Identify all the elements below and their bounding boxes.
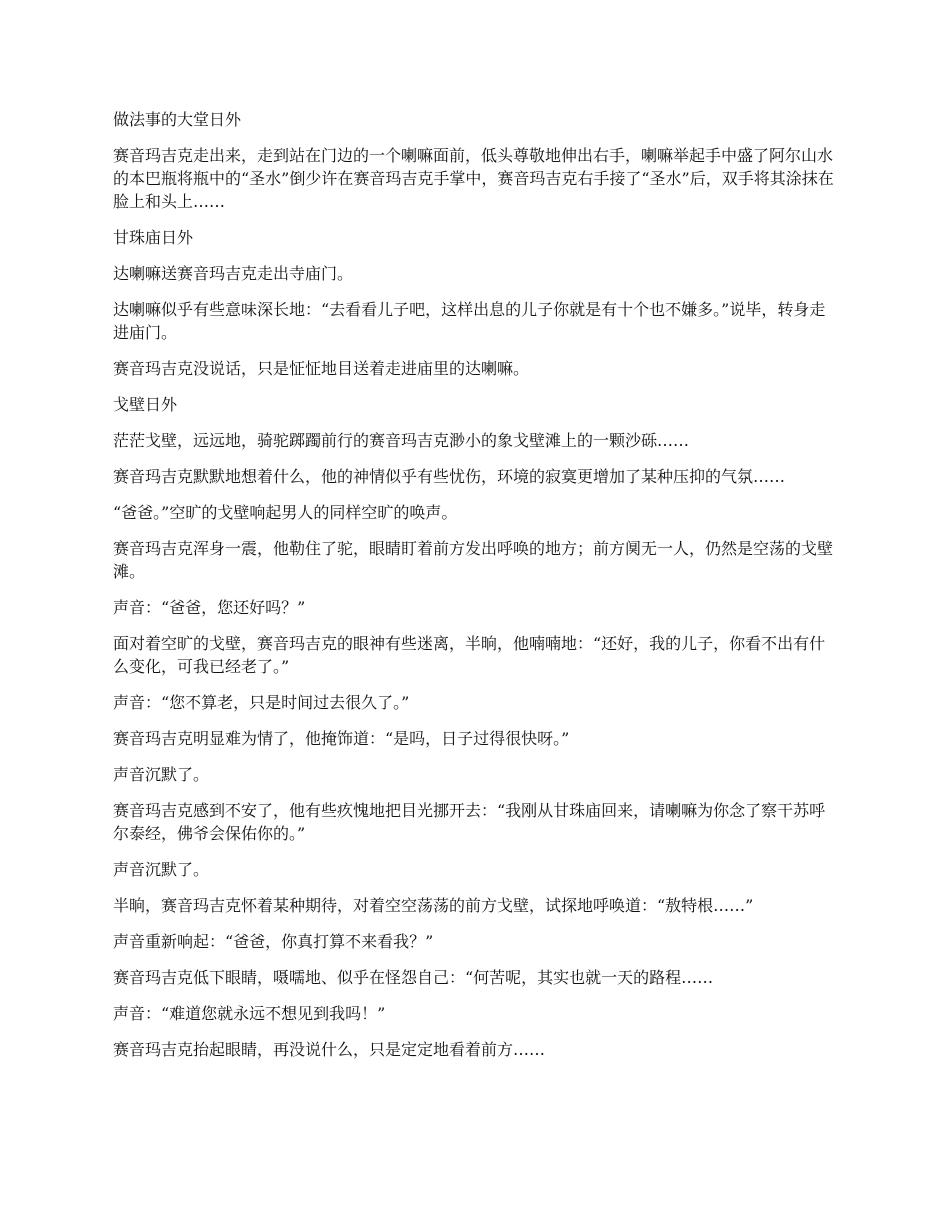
paragraph: 声音：“您不算老，只是时间过去很久了。”	[113, 693, 410, 712]
paragraph: 茫茫戈壁，远远地，骑驼踯躅前行的赛音玛吉克渺小的象戈壁滩上的一颗沙砾……	[113, 431, 690, 450]
paragraph: 声音：“难道您就永远不想见到我吗！”	[113, 1004, 386, 1023]
scene-heading: 甘珠庙日外	[113, 228, 194, 247]
paragraph: 赛音玛吉克低下眼睛，嗫嚅地、似乎在怪怨自己：“何苦呢，其实也就一天的路程……	[113, 968, 714, 987]
paragraph: 赛音玛吉克没说话，只是怔怔地目送着走进庙里的达喇嘛。	[113, 359, 530, 378]
paragraph: 声音沉默了。	[113, 765, 210, 784]
scene-heading: 戈壁日外	[113, 395, 178, 414]
paragraph: 赛音玛吉克抬起眼睛，再没说什么，只是定定地看着前方……	[113, 1040, 546, 1059]
paragraph: 声音沉默了。	[113, 860, 210, 879]
scene-heading: 做法事的大堂日外	[113, 110, 242, 129]
paragraph: 半晌，赛音玛吉克怀着某种期待，对着空空荡荡的前方戈壁，试探地呼唤道：“敖特根……”	[113, 896, 754, 915]
document-page	[113, 108, 841, 1074]
paragraph: 声音：“爸爸，您还好吗？”	[113, 598, 306, 617]
paragraph: 达喇嘛似乎有些意味深长地：“去看看儿子吧，这样出息的儿子你就是有十个也不嫌多。”说毕，转身走进庙门。	[113, 300, 826, 342]
paragraph: 赛音玛吉克走出来，走到站在门边的一个喇嘛面前，低头尊敬地伸出右手，喇嘛举起手中盛了阿尔山水的本巴瓶将瓶中的“圣水”倒少许在赛音玛吉克手掌中，赛音玛吉克右手接了“圣水”后，双手将其涂抹在脸上和头上……	[113, 146, 834, 211]
paragraph: 面对着空旷的戈壁，赛音玛吉克的眼神有些迷离，半晌，他喃喃地：“还好，我的儿子，你看不出有什么变化，可我已经老了。”	[113, 634, 826, 676]
paragraph: 赛音玛吉克默默地想着什么，他的神情似乎有些忧伤，环境的寂寞更增加了某种压抑的气氛……	[113, 467, 786, 486]
paragraph: “爸爸。”空旷的戈壁响起男人的同样空旷的唤声。	[113, 503, 458, 522]
paragraph: 赛音玛吉克明显难为情了，他掩饰道：“是吗，日子过得很快呀。”	[113, 729, 570, 748]
paragraph: 赛音玛吉克感到不安了，他有些疚愧地把目光挪开去：“我刚从甘珠庙回来，请喇嘛为你念了察干苏呼尔泰经，佛爷会保佑你的。”	[113, 801, 826, 843]
paragraph: 赛音玛吉克浑身一震，他勒住了驼，眼睛盯着前方发出呼唤的地方；前方阒无一人，仍然是空荡的戈壁滩。	[113, 539, 834, 581]
paragraph: 声音重新响起：“爸爸，你真打算不来看我？”	[113, 932, 434, 951]
paragraph: 达喇嘛送赛音玛吉克走出寺庙门。	[113, 264, 354, 283]
